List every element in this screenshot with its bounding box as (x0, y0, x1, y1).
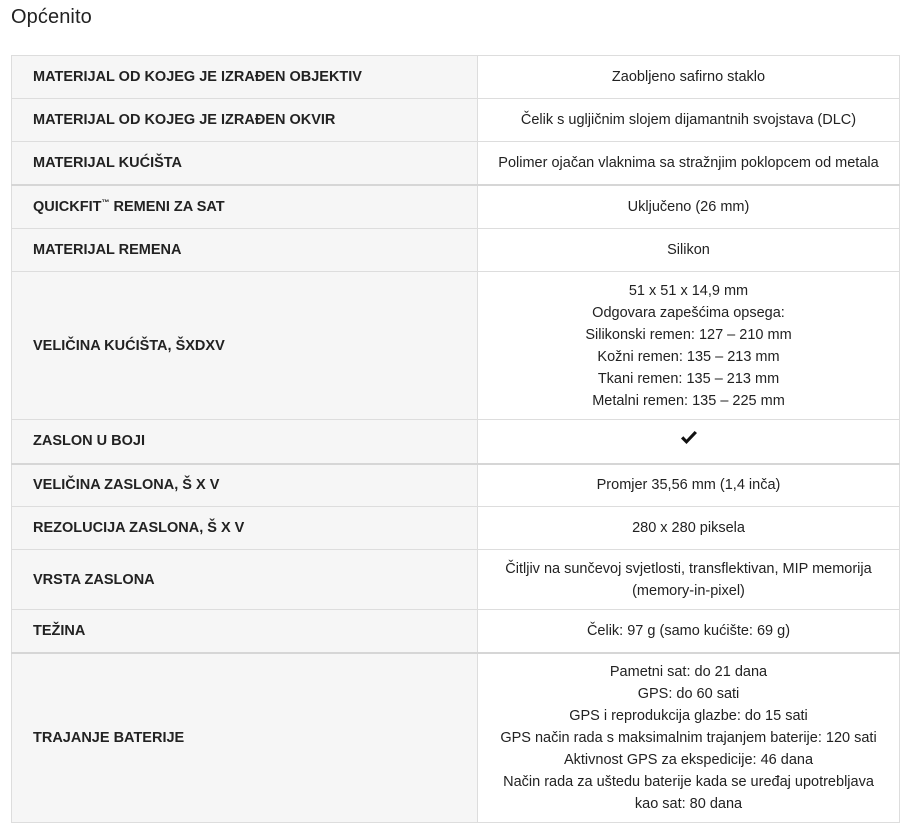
spec-row-band-material (12, 229, 900, 272)
spec-value-line: Promjer 35,56 mm (1,4 inča) (596, 477, 781, 494)
spec-value-line: GPS: do 60 sati (637, 685, 740, 702)
spec-row-weight (12, 610, 900, 653)
spec-value-line: Uključeno (26 mm) (627, 198, 750, 215)
spec-value-line: 280 x 280 piksela (632, 520, 745, 536)
spec-row-battery-life (12, 653, 900, 823)
spec-value-line: Silikonski remen: 127 – 210 mm (585, 326, 792, 343)
spec-row-lens-material (12, 56, 900, 99)
spec-value (478, 653, 900, 823)
spec-label: MATERIJAL OD KOJEG JE IZRAĐEN OKVIR (12, 99, 478, 142)
spec-value-line: Silikon (667, 242, 710, 258)
spec-label: VRSTA ZASLONA (12, 550, 478, 610)
spec-value (478, 229, 900, 272)
spec-value (478, 610, 900, 653)
spec-value-line: 51 x 51 x 14,9 mm (628, 282, 749, 299)
spec-value (478, 507, 900, 550)
specs-table (11, 55, 900, 823)
spec-row-bezel-material (12, 99, 900, 142)
spec-value (478, 142, 900, 185)
trademark-symbol: ™ (101, 197, 110, 207)
spec-label: ZASLON U BOJI (12, 420, 478, 464)
spec-value (478, 550, 900, 610)
spec-row-display-resolution (12, 507, 900, 550)
spec-value-line: Način rada za uštedu baterije kada se uređaj upotrebljava (503, 773, 874, 790)
spec-row-display-size (12, 464, 900, 507)
spec-label: MATERIJAL OD KOJEG JE IZRAĐEN OBJEKTIV (12, 56, 478, 99)
spec-value (478, 420, 900, 464)
spec-value-line: GPS način rada s maksimalnim trajanjem baterije: 120 sati (500, 729, 877, 746)
spec-value (478, 99, 900, 142)
spec-label: VELIČINA ZASLONA, Š X V (12, 464, 478, 507)
spec-row-case-size (12, 272, 900, 420)
spec-row-quickfit-bands (12, 185, 900, 229)
spec-label: VELIČINA KUĆIŠTA, ŠXDXV (12, 272, 478, 420)
spec-label: REZOLUCIJA ZASLONA, Š X V (12, 507, 478, 550)
spec-value-line: Čelik: 97 g (samo kućište: 69 g) (586, 622, 791, 639)
spec-value-line: Tkani remen: 135 – 213 mm (597, 370, 780, 387)
spec-value-line: Kožni remen: 135 – 213 mm (597, 348, 780, 365)
spec-label (12, 185, 478, 229)
spec-label: TEŽINA (12, 610, 478, 653)
spec-row-display-type (12, 550, 900, 610)
spec-value (478, 272, 900, 420)
spec-label: MATERIJAL REMENA (12, 229, 478, 272)
spec-value (478, 185, 900, 229)
section-title: Općenito (11, 6, 92, 28)
spec-label-rest: REMENI ZA SAT (109, 198, 225, 215)
spec-value-line: Odgovara zapešćima opsega: (592, 304, 785, 321)
spec-value-line: Čelik s ugljičnim slojem dijamantnih svojstava (DLC) (520, 112, 857, 128)
spec-value (478, 464, 900, 507)
spec-label: MATERIJAL KUĆIŠTA (12, 142, 478, 185)
spec-value-line: (memory-in-pixel) (632, 582, 745, 599)
spec-value-line: Aktivnost GPS za ekspedicije: 46 dana (563, 751, 814, 768)
spec-value-line: Polimer ojačan vlaknima sa stražnjim poklopcem od metala (498, 154, 879, 171)
spec-label: TRAJANJE BATERIJE (12, 653, 478, 823)
spec-value-line: GPS i reprodukcija glazbe: do 15 sati (569, 707, 808, 724)
spec-value-line: Pametni sat: do 21 dana (609, 663, 768, 680)
spec-value-line: Metalni remen: 135 – 225 mm (592, 392, 785, 409)
spec-row-color-display (12, 420, 900, 464)
spec-row-case-material (12, 142, 900, 185)
spec-value-line: kao sat: 80 dana (634, 795, 743, 812)
spec-label-main: QUICKFIT (33, 198, 102, 215)
spec-value-line: Čitljiv na sunčevoj svjetlosti, transflektivan, MIP memorija (505, 560, 872, 577)
spec-value-line: Zaobljeno safirno staklo (611, 69, 766, 85)
checkmark-icon (680, 430, 698, 452)
spec-value (478, 56, 900, 99)
